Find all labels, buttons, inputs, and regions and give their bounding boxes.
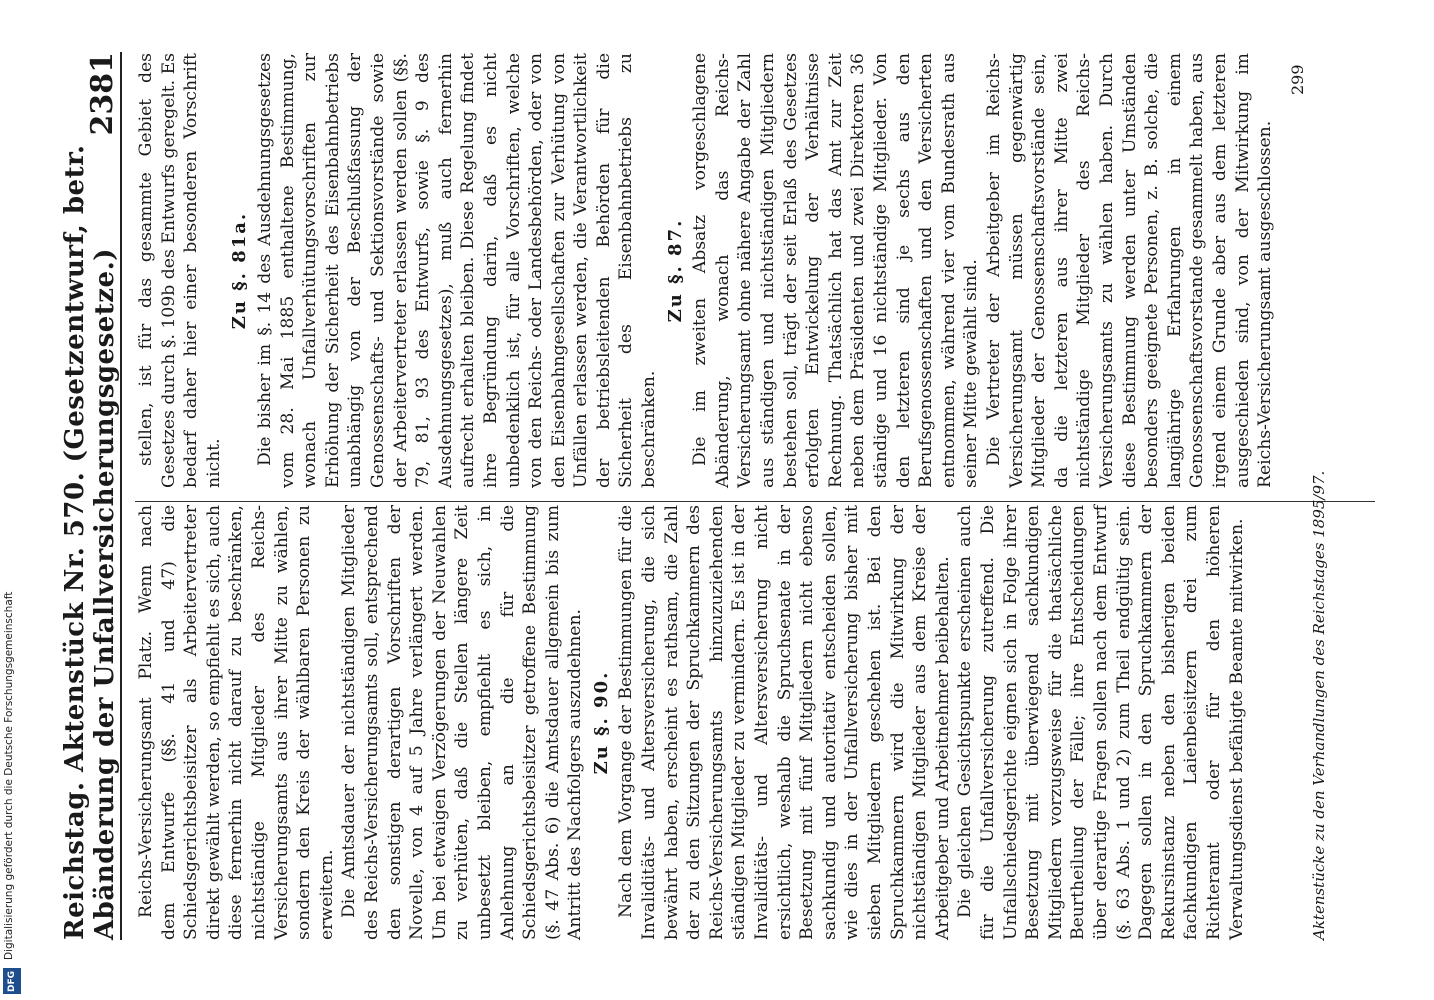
section-heading: Zu §. 87. [664,218,686,323]
dfg-logo-icon: DFG [3,968,21,994]
right-paragraph: Die im zweiten Absatz vorgeschlagene Abänderung, wonach das Reichs-Versicherungsamt ohne nähere Angabe der Zahl aus ständigen und nichtständigen Mitgliedern bestehen soll, trägt der seit Erlaß des Gesetzes erfolgten Entwickelung der Verhältnisse Rechnung. Thatsächlich hat das Amt zur Zeit neben dem Präsidenten und zwei Direktoren 36 ständige und 16 nichtständige Mitglieder. Von den letzteren sind je sechs aus den Berufsgenossenschaften und den Versicherten entnommen, während vier vom Bundesrath aus seiner Mitte gewählt sind. [690,53,982,488]
folio-number: 299 [1288,64,1307,95]
digitization-sidebar [0,0,24,1000]
right-column [135,53,1277,488]
left-column [135,505,1248,940]
column-divider [135,501,1375,502]
section-heading: Zu §. 81a. [229,211,251,330]
header-title: Reichstag. Aktenstück Nr. 570. (Gesetzentwurf, betr. Abänderung der Unfallversicherungsgesetze.) [60,144,120,940]
header-page-number: 2381 [85,52,120,136]
funding-credit: Digitalisierung gefördert durch die Deutsche Forschungsgemeinschaft [3,591,15,960]
section-heading: Zu §. 90. [590,670,612,775]
page-footer: Aktenstücke zu den Verhandlungen des Reichstages 1895/97. [1310,470,1328,940]
right-paragraph: Die bisher im §. 14 des Ausdehnungsgesetzes vom 28. Mai 1885 enthaltene Bestimmung, wonach Unfallverhütungsvorschriften zur Erhöhung der Sicherheit des Eisenbahnbetriebs unabhängig von der Beschlußfassung der Genossenschafts- und Sektionsvorstände sowie der Arbeitervertreter erlassen werden sollen (§§. 79, 81, 93 des Entwurfs, sowie §. 9 des Ausdehnungsgesetzes), muß auch fernerhin aufrecht erhalten bleiben. Diese Regelung findet ihre Begründung darin, daß es nicht unbedenklich ist, für alle Vorschriften, welche von den Reichs- oder Landesbehörden, oder von den Eisenbahngesellschaften zur Verhütung von Unfällen erlassen werden, die Verantwortlichkeit der betriebsleitenden Behörden für die Sicherheit des Eisenbahnbetriebs zu beschränken. [254,53,660,488]
page-header [60,52,122,940]
left-paragraph: Reichs-Versicherungsamt Platz. Wenn nach dem Entwurfe (§§. 41 und 47) die Schiedsgerichtsbeisitzer als Arbeitervertreter direkt gewählt werden, so empfiehlt es sich, auch diese fernerhin nicht darauf zu beschränken, nichtständige Mitglieder des Reichs-Versicherungsamts aus ihrer Mitte zu wählen, sondern den Kreis der wählbaren Personen zu erweitern. [136,505,337,940]
left-paragraph: Die gleichen Gesichtspunkte erscheinen auch für die Unfallversicherung zutreffend. Die Unfallschiedsgerichte eignen sich in Folge ihrer Besetzung mit überwiegend sachkundigen Mitgliedern vorzugsweise für die thatsächliche Beurtheilung der Fälle; ihre Entscheidungen über derartige Fragen sollen nach dem Entwurf (§. 63 Abs. 1 und 2) zum Theil endgültig sein. Dagegen sollen in den Spruchkammern der Rekursinstanz neben den bisherigen beiden fachkundigen Laienbeisitzern drei zum Richteramt oder für den höheren Verwaltungsdienst befähigte Beamte mitwirken. [955,505,1247,940]
right-paragraph: stellen, ist für das gesammte Gebiet des Gesetzes durch §. 109b des Entwurfs geregelt. Es bedarf daher hier einer besonderen Vorschrift nicht. [136,53,224,488]
left-paragraph: Nach dem Vorgange der Bestimmungen für die Invaliditäts- und Altersversicherung, die sich bewährt haben, erscheint es rathsam, die Zahl der zu den Sitzungen der Spruchkammern des Reichs-Versicherungsamts hinzuzuziehenden ständigen Mitglieder zu vermindern. Es ist in der Invaliditäts- und Altersversicherung nicht ersichtlich, weshalb die Spruchsenate in der Besetzung mit fünf Mitgliedern nicht ebenso sachkundig und autoritativ entscheiden sollen, wie dies in der Unfallversicherung bisher mit sieben Mitgliedern geschehen ist. Bei den Spruchkammern wird die Mitwirkung der nichtständigen Mitglieder aus dem Kreise der Arbeitgeber und Arbeitnehmer beibehalten. [616,505,953,940]
left-paragraph: Die Amtsdauer der nichtständigen Mitglieder des Reichs-Versicherungsamts soll, entsprechend den sonstigen derartigen Vorschriften der Novelle, von 4 auf 5 Jahre verlängert werden. Um bei etwaigen Verzögerungen der Neuwahlen zu verhüten, daß die Stellen längere Zeit unbesetzt bleiben, empfiehlt es sich, in Anlehnung an die für die Schiedsgerichtsbeisitzer getroffene Bestimmung (§. 47 Abs. 6) die Amtsdauer allgemein bis zum Antritt des Nachfolgers auszudehnen. [339,505,586,940]
right-paragraph: Die Vertreter der Arbeitgeber im Reichs-Versicherungsamt müssen gegenwärtig Mitglieder der Genossenschaftsvorstände sein, da die letzteren aus ihrer Mitte zwei nichtständige Mitglieder des Reichs-Versicherungsamts zu wählen haben. Durch diese Bestimmung werden unter Umständen besonders geeignete Personen, z. B. solche, die langjährige Erfahrungen in einem Genossenschaftsvorstande gesammelt haben, aus irgend einem Grunde aber aus dem letzteren ausgeschieden sind, von der Mitwirkung im Reichs-Versicherungsamt ausgeschlossen. [983,53,1276,488]
